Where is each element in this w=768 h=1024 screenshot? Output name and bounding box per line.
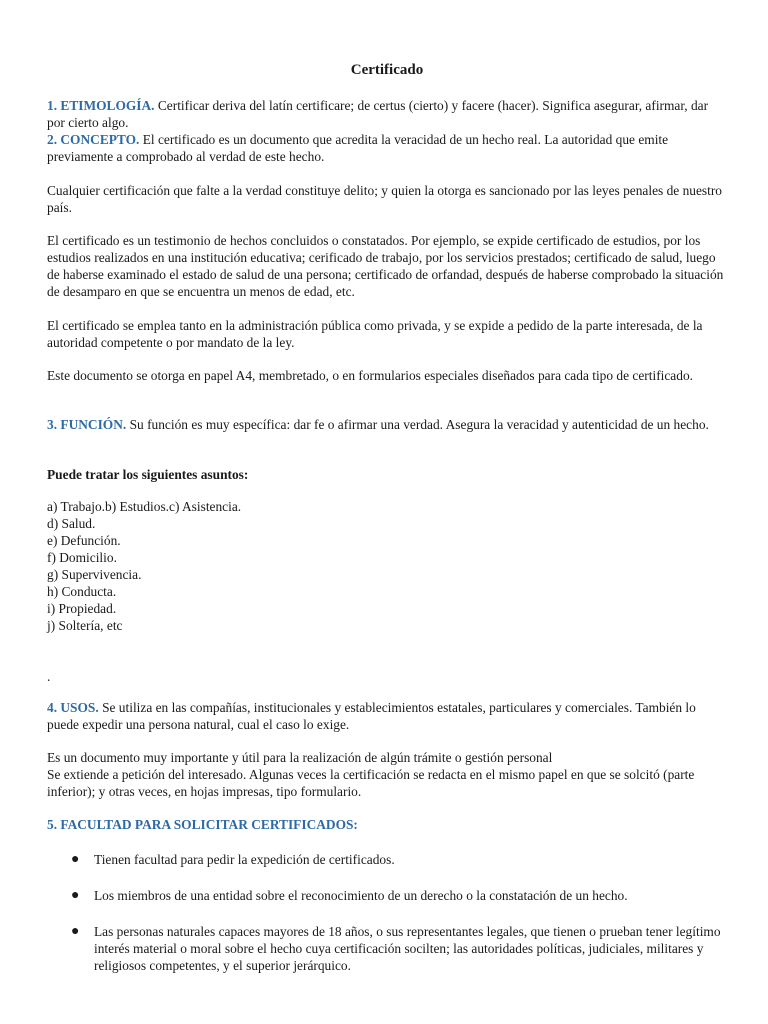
bullet-dot-icon: ● (71, 924, 80, 939)
document-title: Certificado (350, 62, 424, 78)
section-funcion (47, 416, 727, 433)
bullet-text: Tienen facultad para pedir la expedición de certificados. (94, 852, 395, 867)
list-item: h) Conducta. (47, 584, 117, 599)
section-heading: 3. FUNCIÓN. (47, 417, 127, 432)
asuntos-heading: Puede tratar los siguientes asuntos: (47, 467, 249, 482)
section-heading: 2. CONCEPTO. (47, 132, 140, 147)
section-heading: 1. ETIMOLOGÍA. (47, 98, 155, 113)
section-text: El certificado es un documento que acredita la veracidad de un hecho real. La autoridad que emite previamente a comprobado al verdad de este hecho. (47, 132, 669, 164)
bullet-text: Las personas naturales capaces mayores de 18 años, o sus representantes legales, que tienen o prueban tener legítimo interés material o moral sobre el hecho cuya certificación socilten; las autoridades políticas, judiciales, militares y religiosos competentes, y el superior jerárquico. (94, 924, 721, 973)
paragraph-administracion: El certificado se emplea tanto en la administración pública como privada, y se expide a pedido de la parte interesada, de la autoridad competente o por mandato de la ley. (47, 318, 703, 350)
section-facultad (47, 816, 727, 833)
section-text: Certificar deriva del latín certificare; de certus (cierto) y facere (hacer). Significa asegurar, afirmar, dar por cierto algo. (47, 98, 709, 130)
section-heading: 4. USOS. (47, 700, 99, 715)
list-item: e) Defunción. (47, 533, 121, 548)
section-text: Se utiliza en las compañías, institucionales y establecimientos estatales, particulares y comerciales. También lo puede expedir una persona natural, cual el caso lo exige. (47, 700, 696, 732)
paragraph-importante: Es un documento muy importante y útil para la realización de algún trámite o gestión personal (47, 750, 553, 765)
bullet-text: Los miembros de una entidad sobre el reconocimiento de un derecho o la constatación de un hecho. (94, 888, 628, 903)
bullet-dot-icon: ● (71, 888, 80, 903)
paragraph-delito: Cualquier certificación que falte a la verdad constituye delito; y quien la otorga es sancionado por las leyes penales de nuestro país. (47, 183, 722, 215)
paragraph-papel: Este documento se otorga en papel A4, membretado, o en formularios especiales diseñados para cada tipo de certificado. (47, 368, 693, 383)
section-text: Su función es muy específica: dar fe o afirmar una verdad. Asegura la veracidad y autenticidad de un hecho. (126, 417, 709, 432)
list-item: f) Domicilio. (47, 550, 117, 565)
paragraph-testimonio: El certificado es un testimonio de hechos concluidos o constatados. Por ejemplo, se expide certificado de estudios, por los estudios realizados en una institución educativa; cerificado de trabajo, por los servicios prestados; certificado de salud, luego de haberse examinado el estado de salud de una persona; certificado de orfandad, después de haberse comprobado la situación de desamparo en que se encuentra un menos de edad, etc. (47, 233, 724, 299)
section-concepto (47, 131, 727, 165)
asuntos-list (47, 498, 727, 634)
section-usos (47, 699, 727, 733)
list-item: a) Trabajo.b) Estudios.c) Asistencia. (47, 499, 242, 514)
list-item: i) Propiedad. (47, 601, 117, 616)
paragraph-extiende: Se extiende a petición del interesado. Algunas veces la certificación se redacta en el mismo papel en que se solcitó (parte inferior); y otras veces, en hojas impresas, tipo formulario. (47, 767, 695, 799)
bullet-dot-icon: ● (71, 852, 80, 867)
list-item: d) Salud. (47, 516, 96, 531)
section-etimologia (47, 97, 727, 131)
list-item: g) Supervivencia. (47, 567, 142, 582)
stray-dot: . (47, 669, 51, 684)
section-heading: 5. FACULTAD PARA SOLICITAR CERTIFICADOS: (47, 817, 358, 832)
list-item: j) Soltería, etc (47, 618, 123, 633)
